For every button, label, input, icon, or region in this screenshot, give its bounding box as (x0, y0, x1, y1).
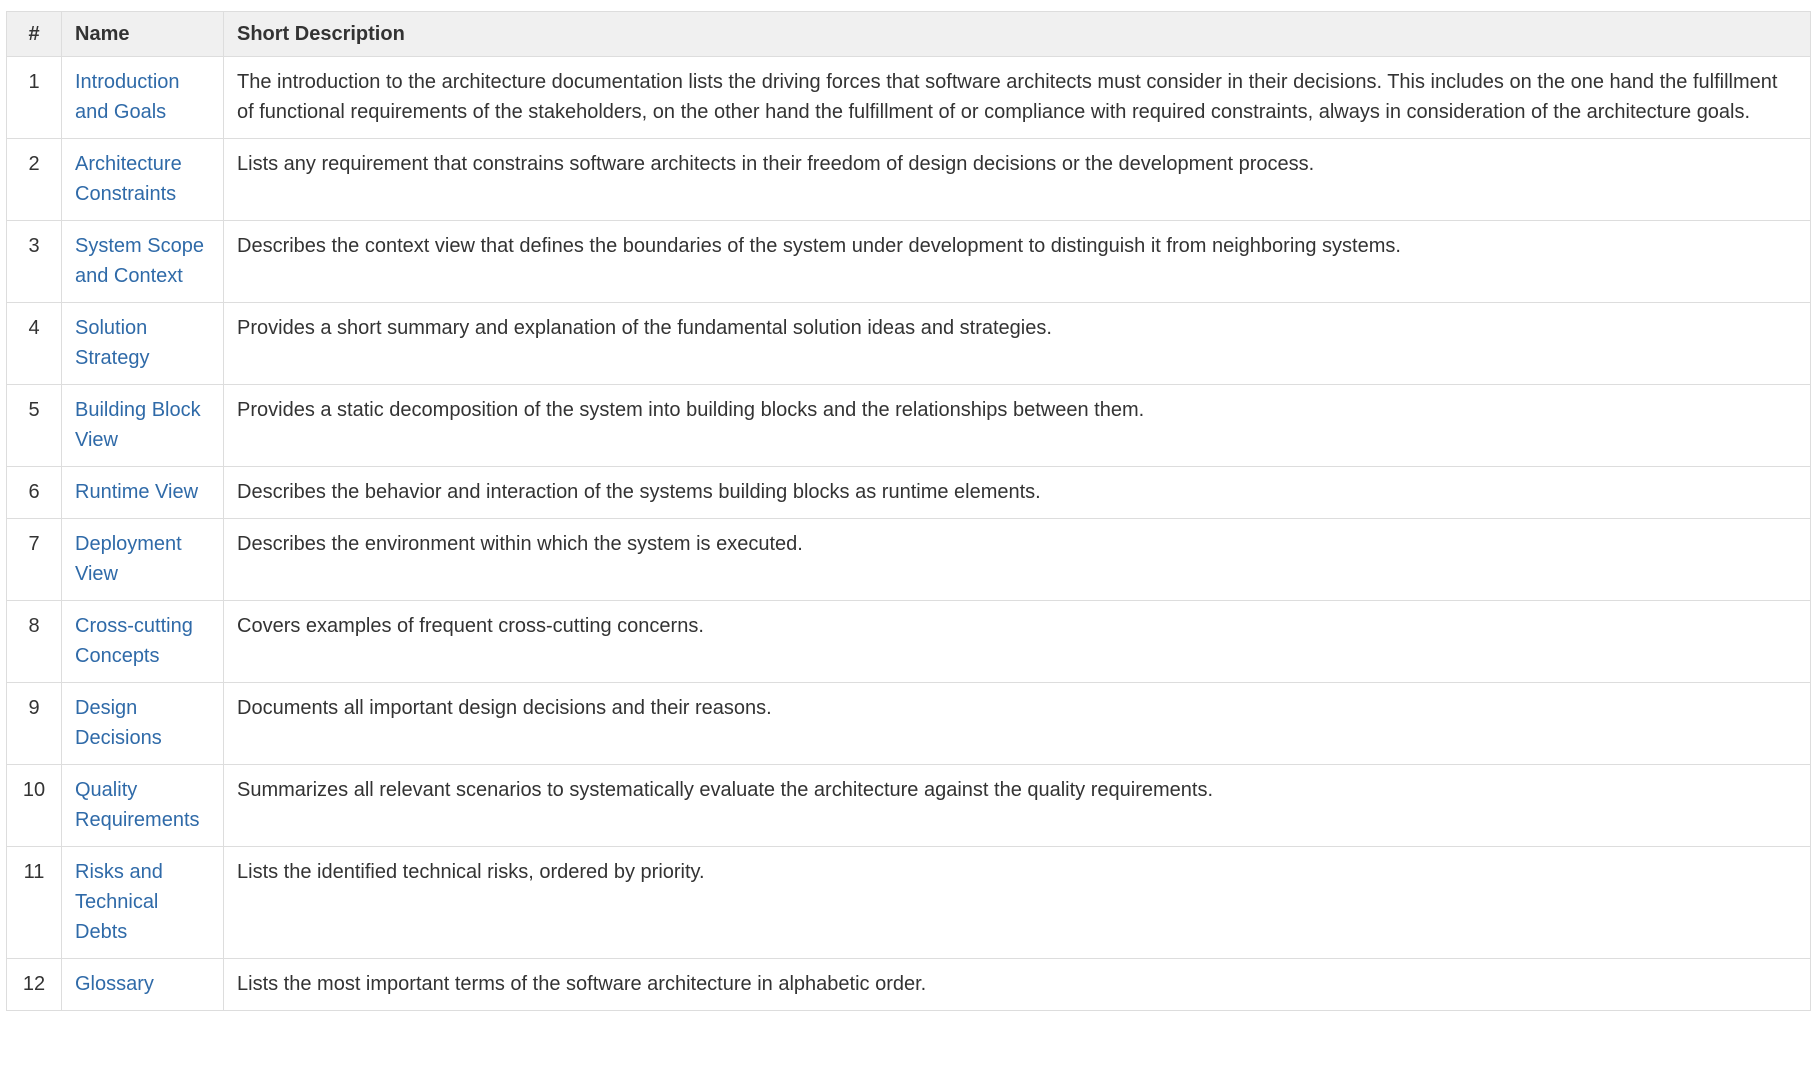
section-description: Describes the behavior and interaction of the systems building blocks as runtime elements. (224, 467, 1811, 519)
section-link[interactable]: Cross-cutting Concepts (75, 615, 193, 667)
section-name-cell (62, 385, 224, 467)
table-row (7, 601, 1811, 683)
section-description: Covers examples of frequent cross-cutting concerns. (224, 601, 1811, 683)
section-description: Provides a short summary and explanation of the fundamental solution ideas and strategies. (224, 303, 1811, 385)
section-name-cell (62, 765, 224, 847)
table-body (7, 57, 1811, 1011)
table-row (7, 959, 1811, 1011)
row-number: 1 (7, 57, 62, 139)
row-number: 3 (7, 221, 62, 303)
section-name-cell (62, 601, 224, 683)
section-description: Lists the most important terms of the software architecture in alphabetic order. (224, 959, 1811, 1011)
column-header-number: # (7, 12, 62, 57)
table-row (7, 847, 1811, 959)
row-number: 10 (7, 765, 62, 847)
section-link[interactable]: Building Block View (75, 399, 201, 451)
section-link[interactable]: Architecture Constraints (75, 153, 182, 205)
section-name-cell (62, 519, 224, 601)
section-description: Documents all important design decisions and their reasons. (224, 683, 1811, 765)
section-name-cell (62, 139, 224, 221)
table-row (7, 467, 1811, 519)
section-description: Describes the context view that defines the boundaries of the system under development to distinguish it from neighboring systems. (224, 221, 1811, 303)
section-description: Lists any requirement that constrains software architects in their freedom of design decisions or the development process. (224, 139, 1811, 221)
section-description: Summarizes all relevant scenarios to systematically evaluate the architecture against the quality requirements. (224, 765, 1811, 847)
row-number: 8 (7, 601, 62, 683)
row-number: 2 (7, 139, 62, 221)
section-description: The introduction to the architecture documentation lists the driving forces that software architects must consider in their decisions. This includes on the one hand the fulfillment of functional requirements of the stakeholders, on the other hand the fulfillment of or compliance with required constraints, always in consideration of the architecture goals. (224, 57, 1811, 139)
section-name-cell (62, 467, 224, 519)
table-row (7, 519, 1811, 601)
section-link[interactable]: Introduction and Goals (75, 71, 180, 123)
row-number: 11 (7, 847, 62, 959)
row-number: 12 (7, 959, 62, 1011)
table-row (7, 303, 1811, 385)
row-number: 6 (7, 467, 62, 519)
arc42-sections-table-container (6, 11, 1811, 1011)
section-link[interactable]: System Scope and Context (75, 235, 204, 287)
section-link[interactable]: Deployment View (75, 533, 182, 585)
row-number: 5 (7, 385, 62, 467)
table-row (7, 57, 1811, 139)
section-name-cell (62, 221, 224, 303)
section-link[interactable]: Solution Strategy (75, 317, 150, 369)
section-link[interactable]: Runtime View (75, 481, 199, 503)
section-link[interactable]: Glossary (75, 973, 154, 995)
section-description: Lists the identified technical risks, ordered by priority. (224, 847, 1811, 959)
column-header-name: Name (62, 12, 224, 57)
table-row (7, 221, 1811, 303)
section-link[interactable]: Quality Requirements (75, 779, 200, 831)
section-description: Describes the environment within which the system is executed. (224, 519, 1811, 601)
section-link[interactable]: Design Decisions (75, 697, 162, 749)
section-name-cell (62, 847, 224, 959)
row-number: 4 (7, 303, 62, 385)
row-number: 7 (7, 519, 62, 601)
column-header-description: Short Description (224, 12, 1811, 57)
table-row (7, 765, 1811, 847)
table-row (7, 683, 1811, 765)
table-header-row (7, 12, 1811, 57)
table-row (7, 139, 1811, 221)
table-row (7, 385, 1811, 467)
table-header (7, 12, 1811, 57)
arc42-sections-table (6, 11, 1811, 1011)
section-name-cell (62, 683, 224, 765)
section-name-cell (62, 959, 224, 1011)
row-number: 9 (7, 683, 62, 765)
section-link[interactable]: Risks and Technical Debts (75, 861, 163, 943)
section-description: Provides a static decomposition of the system into building blocks and the relationships between them. (224, 385, 1811, 467)
section-name-cell (62, 57, 224, 139)
section-name-cell (62, 303, 224, 385)
